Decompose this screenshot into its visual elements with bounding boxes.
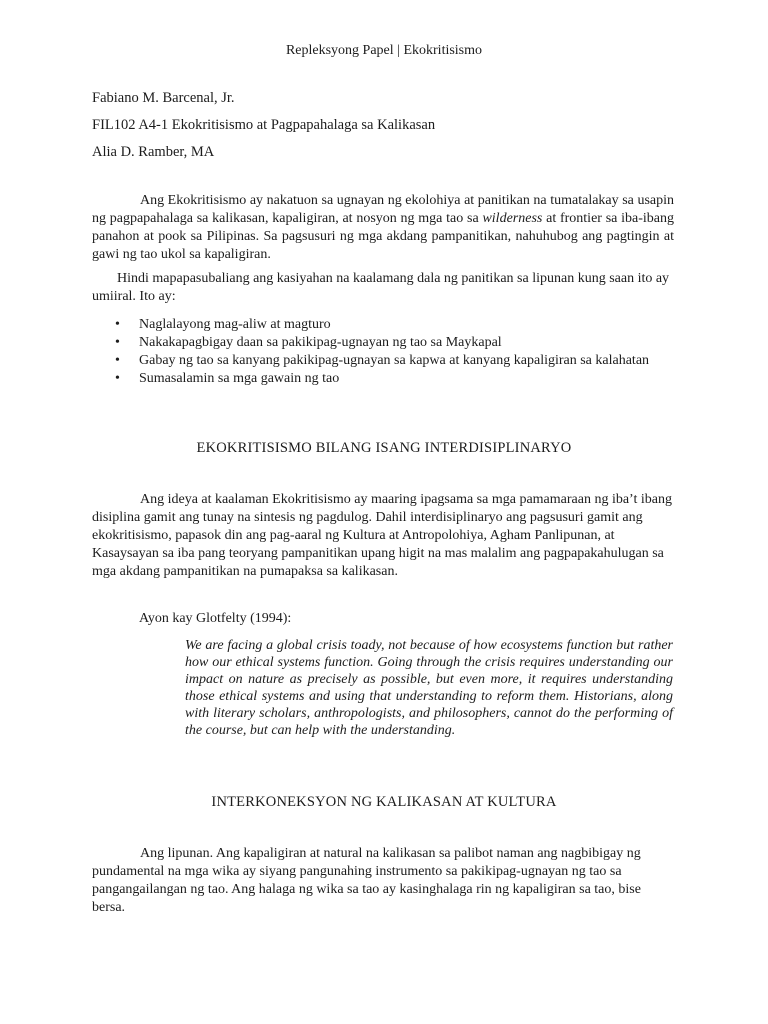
instructor-name: Alia D. Ramber, MA xyxy=(92,144,215,160)
intro-text-before: Ang Ekokritisismo ay nakatuon sa ugnayan ng ekolohiya at panitikan na tumatalakay sa usapin ng pagpapahalaga sa kalikasan, kapaligiran, at nosyon ng mga tao sa xyxy=(92,193,674,226)
list-item-text: Naglalayong mag-aliw at magturo xyxy=(139,317,331,332)
section-heading-interdisciplinary: EKOKRITISISMO BILANG ISANG INTERDISIPLINARYO xyxy=(196,440,572,456)
bullet-icon: • xyxy=(115,371,120,386)
function-list xyxy=(113,316,673,388)
intro-emphasis: wilderness xyxy=(482,211,543,226)
quote-attribution: Ayon kay Glotfelty (1994): xyxy=(139,611,292,626)
list-item xyxy=(113,352,673,370)
bullet-icon: • xyxy=(115,317,120,332)
list-item-text: Sumasalamin sa mga gawain ng tao xyxy=(139,371,340,386)
section-heading-interconnection: INTERKONEKSYON NG KALIKASAN AT KULTURA xyxy=(211,794,557,810)
list-item xyxy=(113,334,673,352)
list-item xyxy=(113,370,673,388)
section-paragraph-interdisciplinary: Ang ideya at kaalaman Ekokritisismo ay maaring ipagsama sa mga pamamaraan ng iba’t ibang disiplina gamit ang tunay na sintesis ng pagdulog. Dahil interdisiplinaryo ang pagsusuri gamit ang ekokritisismo, papasok din ang pag-aaral ng Kultura at Antropolohiya, Agham Panlipunan, at Kasaysayan sa iba pang teoryang pampanitikan upang higit na mas malalim ang pagpapakahulugan sa mga akdang pampanitikan na pumapaksa sa kalikasan. xyxy=(92,492,672,579)
list-item-text: Nakakapagbigay daan sa pakikipag-ugnayan ng tao sa Maykapal xyxy=(139,335,502,350)
list-item xyxy=(113,316,673,334)
bullet-icon: • xyxy=(115,335,120,350)
course-title: FIL102 A4-1 Ekokritisismo at Pagpapahalaga sa Kalikasan xyxy=(92,117,436,133)
section-paragraph-interconnection: Ang lipunan. Ang kapaligiran at natural na kalikasan sa palibot naman ang nagbibigay ng pundamental na mga wika ay siyang pangunahing instrumento sa pakikipag-ugnayan ng tao sa pangangailangan ng tao. Ang halaga ng wika sa tao ay kasinghalaga rin ng kapaligiran sa tao, bise bersa. xyxy=(92,846,641,915)
bullet-icon: • xyxy=(115,353,120,368)
author-name: Fabiano M. Barcenal, Jr. xyxy=(92,90,235,106)
intro-text-after: at frontier sa iba-ibang panahon at pook sa Pilipinas. Sa pagsusuri ng mga akdang pampanitikan, nahuhubog ang pagtingin at gawi ng tao ukol sa kapaligiran. xyxy=(92,211,674,262)
intro-paragraph xyxy=(92,192,674,264)
list-item-text: Gabay ng tao sa kanyang pakikipag-ugnayan sa kapwa at kanyang kapaligiran sa kalahatan xyxy=(139,353,650,368)
intro-paragraph-2: Hindi mapapasubaliang ang kasiyahan na kaalamang dala ng panitikan sa lipunan kung saan ito ay umiiral. Ito ay: xyxy=(92,271,670,304)
page-title: Repleksyong Papel | Ekokritisismo xyxy=(285,43,483,58)
block-quote: We are facing a global crisis toady, not because of how ecosystems function but rather how our ethical systems function. Going through the crisis requires understanding our impact on nature as precisely as possible, but even more, it requires understanding those ethical systems and using that understanding to reform them. Historians, along with literary scholars, anthropologists, and philosophers, cannot do the performing of the course, but can help with the understanding. xyxy=(185,638,673,738)
